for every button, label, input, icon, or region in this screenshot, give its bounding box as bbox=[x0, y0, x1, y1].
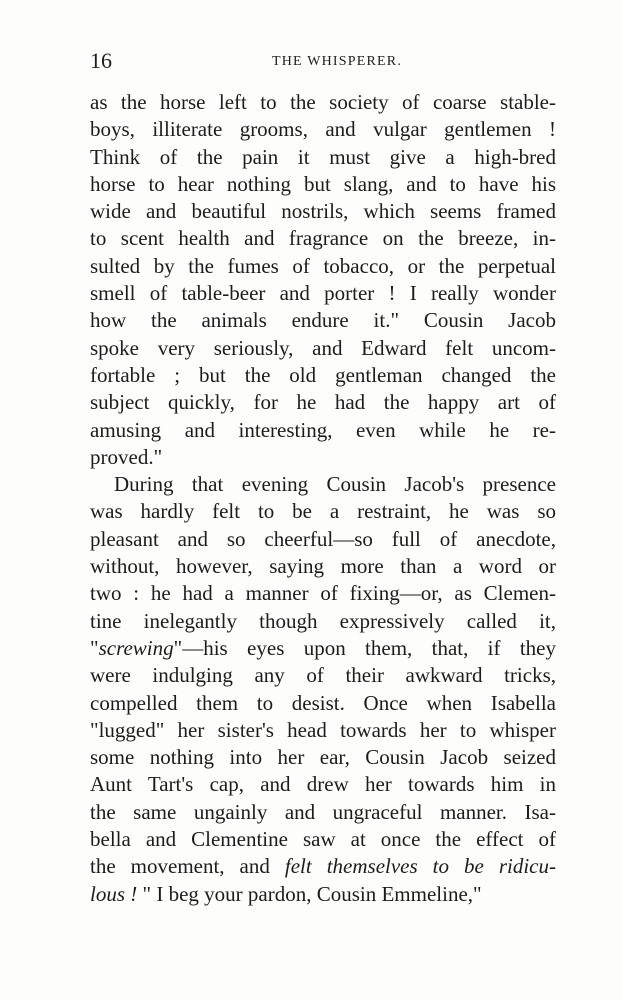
text-line bbox=[90, 580, 556, 607]
text-run: as the horse left to the society of coarse stable- bbox=[90, 90, 556, 114]
text-run: to scent health and fragrance on the breeze, in- bbox=[90, 226, 556, 251]
text-run: "—his eyes upon them, that, if they bbox=[173, 635, 556, 660]
text-run: two : he had a manner of fixing—or, as Clemen- bbox=[90, 581, 556, 606]
text-run: During that evening Cousin Jacob's presence bbox=[114, 472, 556, 497]
text-line bbox=[90, 417, 556, 444]
text-run: how the animals endure it." Cousin Jacob bbox=[90, 308, 556, 333]
text-line bbox=[90, 799, 556, 826]
text-run: wide and beautiful nostrils, which seems framed bbox=[90, 199, 556, 224]
text-line bbox=[90, 771, 556, 798]
text-line bbox=[90, 389, 556, 416]
page-number: 16 bbox=[90, 48, 112, 73]
text-line bbox=[90, 444, 556, 471]
text-line bbox=[90, 307, 556, 334]
text-run: some nothing into her ear, Cousin Jacob seized bbox=[90, 745, 556, 770]
italic-text: screwing bbox=[98, 635, 174, 660]
text-run: proved." bbox=[90, 444, 163, 469]
text-run: " bbox=[90, 635, 99, 660]
italic-text: felt themselves to be ridicu- bbox=[284, 854, 556, 879]
text-line bbox=[90, 171, 556, 198]
text-line bbox=[90, 826, 556, 853]
text-run: tine inelegantly though expressively called it, bbox=[90, 608, 556, 633]
text-line bbox=[90, 717, 556, 744]
text-line bbox=[90, 280, 556, 307]
text-run: "lugged" her sister's head towards her to whisper bbox=[90, 717, 556, 742]
text-line bbox=[90, 498, 556, 525]
text-line bbox=[90, 881, 556, 908]
text-line bbox=[90, 253, 556, 280]
text-line bbox=[90, 690, 556, 717]
text-run: without, however, saying more than a word or bbox=[90, 554, 556, 579]
text-run: sulted by the fumes of tobacco, or the perpetual bbox=[90, 253, 556, 278]
text-run: boys, illiterate grooms, and vulgar gentlemen ! bbox=[90, 117, 556, 142]
running-head bbox=[90, 48, 556, 74]
text-run: spoke very seriously, and Edward felt uncom- bbox=[90, 335, 556, 360]
text-run: compelled them to desist. Once when Isabella bbox=[90, 690, 556, 715]
text-run: pleasant and so cheerful—so full of anecdote, bbox=[90, 526, 556, 551]
text-line bbox=[90, 225, 556, 252]
text-run: " I beg your pardon, Cousin Emmeline," bbox=[137, 881, 482, 906]
text-run: Think of the pain it must give a high-bred bbox=[90, 144, 556, 169]
text-run: bella and Clementine saw at once the effect of bbox=[90, 827, 556, 852]
text-line bbox=[90, 526, 556, 553]
text-run: horse to hear nothing but slang, and to have his bbox=[90, 171, 556, 196]
text-line bbox=[90, 362, 556, 389]
text-run: fortable ; but the old gentleman changed the bbox=[90, 362, 556, 387]
text-line bbox=[90, 853, 556, 880]
text-line bbox=[90, 744, 556, 771]
text-line bbox=[90, 116, 556, 143]
text-run: amusing and interesting, even while he re- bbox=[90, 417, 556, 442]
text-line bbox=[90, 89, 556, 116]
text-line bbox=[90, 662, 556, 689]
text-line bbox=[90, 198, 556, 225]
text-run: subject quickly, for he had the happy art of bbox=[90, 390, 556, 415]
text-line bbox=[90, 608, 556, 635]
text-line bbox=[90, 471, 556, 498]
text-run: was hardly felt to be a restraint, he was so bbox=[90, 499, 556, 524]
text-line bbox=[90, 144, 556, 171]
text-run: Aunt Tart's cap, and drew her towards him in bbox=[90, 772, 556, 797]
italic-text: lous ! bbox=[90, 881, 138, 906]
text-line bbox=[90, 335, 556, 362]
text-run: smell of table-beer and porter ! I really wonder bbox=[90, 281, 556, 306]
text-line bbox=[90, 553, 556, 580]
text-line bbox=[90, 635, 556, 662]
text-run: the same ungainly and ungraceful manner. Isa- bbox=[90, 799, 556, 824]
body-text bbox=[90, 89, 556, 908]
text-run: the movement, and bbox=[90, 854, 285, 879]
running-title: THE WHISPERER. bbox=[271, 54, 403, 69]
text-run: were indulging any of their awkward tricks, bbox=[90, 663, 556, 688]
